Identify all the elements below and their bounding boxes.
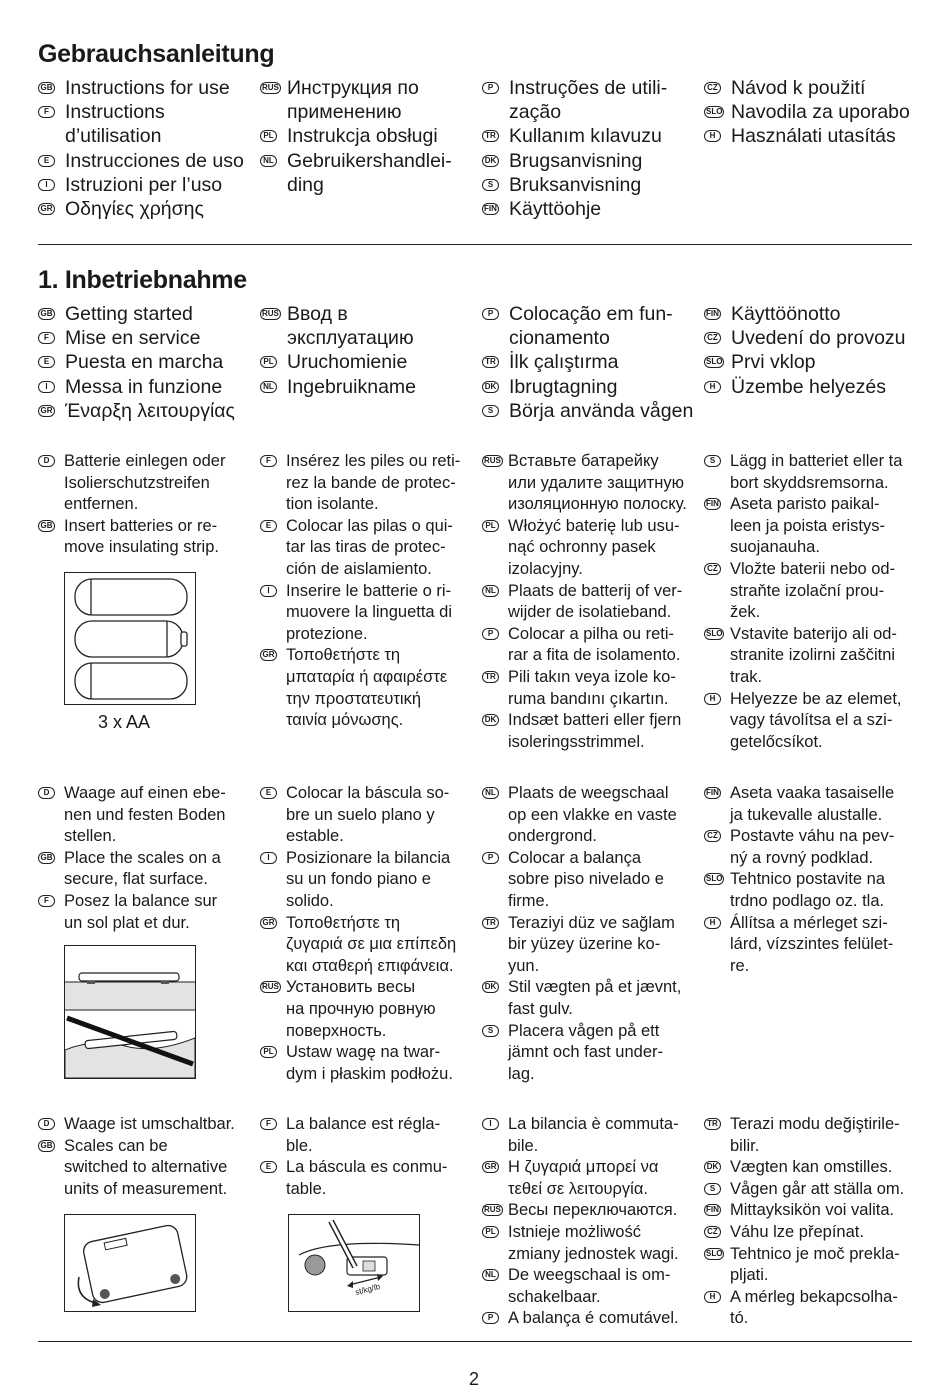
language-entry [38,516,258,559]
flip-scale-icon [65,1215,195,1311]
country-code-badge: CZ [704,830,721,842]
country-code-badge: DK [704,1161,721,1173]
country-code-badge: P [482,82,499,94]
entry-text: Istnieje możliwość zmiany jednostek wagi. [508,1222,679,1263]
language-entry [704,451,924,494]
language-entry [260,645,478,731]
entry-text: Colocar las pilas o qui- tar las tiras de protec- ción de aislamiento. [286,516,453,578]
language-entry [482,516,700,581]
country-code-badge: S [704,1183,721,1195]
entry-text: Plaats de weegschaal op een vlakke en vaste ondergrond. [508,784,677,846]
entry-text: Bruksanvisning [509,173,642,196]
country-code-badge: PL [482,520,499,532]
instructions-col-3 [482,76,702,221]
country-code-badge: D [38,787,55,799]
entry-text: Instructions d’utilisation [65,101,165,148]
country-code-badge: DK [482,381,499,393]
country-code-badge: GB [38,308,55,320]
language-entry [482,302,702,350]
country-code-badge: E [260,787,277,799]
language-entry [38,1136,258,1201]
country-code-badge: S [482,179,499,191]
entry-text: Waage auf einen ebe- nen und festen Boden stellen. [64,784,226,846]
entry-text: Instructions for use [65,77,230,99]
units-col-2 [260,1114,478,1200]
language-entry [482,1200,700,1222]
section-title: 1. Inbetriebnahme [38,266,247,294]
entry-text: Batterie einlegen oder Isolierschutzstreifen entfernen. [64,452,226,514]
language-entry [260,913,478,978]
instructions-col-2 [260,76,480,197]
country-code-badge: F [38,332,55,344]
language-entry [38,76,258,100]
country-code-badge: TR [482,356,499,368]
language-entry [704,375,934,399]
language-entry [704,1200,924,1222]
country-code-badge: NL [482,585,499,597]
country-code-badge: H [704,130,721,142]
page-title: Gebrauchsanleitung [38,40,275,68]
entry-text: Állítsa a mérleget szi- lárd, vízszintes felület- re. [730,913,894,975]
language-entry [260,1042,478,1085]
entry-text: A mérleg bekapcsolha- tó. [730,1287,898,1328]
language-entry [260,1114,478,1157]
country-code-badge: TR [482,130,499,142]
entry-text: Ibrugtagning [509,375,618,398]
country-code-badge: F [260,1118,277,1130]
language-entry [38,375,258,399]
country-code-badge: TR [482,671,499,683]
language-entry [38,100,258,148]
language-entry [482,1265,700,1308]
entry-text: Η ζυγαριά μπορεί να τεθεί σε λειτουργία. [508,1158,659,1198]
country-code-badge: SLO [706,874,723,884]
country-code-badge: E [38,356,55,368]
language-entry [260,451,478,516]
language-entry [38,149,258,173]
country-code-badge: SLO [706,357,723,367]
entry-text: Вставьте батарейку или удалите защитную изоляционную полоску. [508,452,687,514]
country-code-badge: H [704,381,721,393]
language-entry [482,451,700,516]
country-code-badge: F [38,106,55,118]
country-code-badge: GR [38,203,55,215]
country-code-badge: P [482,1312,499,1324]
language-entry [482,197,702,221]
country-code-badge: CZ [704,563,721,575]
language-entry [260,124,480,148]
entry-text: Gebruikershandlei- ding [287,149,452,196]
entry-text: Aseta vaaka tasaiselle ja tukevalle alustalle. [730,784,895,824]
country-code-badge: NL [260,155,277,167]
entry-text: Navodila za uporabo [731,101,910,124]
entry-text: Colocar a pilha ou reti- rar a fita de isolamento. [508,624,681,665]
country-code-badge: E [260,520,277,532]
entry-text: Mittayksikön voi valita. [730,1201,895,1220]
country-code-badge: H [704,1291,721,1303]
language-entry [260,516,478,581]
country-code-badge: DK [482,155,499,167]
country-code-badge: CZ [704,332,721,344]
language-entry [38,848,258,891]
language-entry [482,581,700,624]
language-entry [38,891,258,934]
country-code-badge: RUS [484,456,501,465]
entry-text: La báscula es conmu- table. [286,1158,448,1198]
entry-text: Käyttöönotto [731,303,841,325]
language-entry [704,326,934,350]
country-code-badge: GB [38,1140,55,1152]
battery-icon [65,573,195,704]
country-code-badge: P [482,852,499,864]
country-code-badge: GB [38,852,55,864]
country-code-badge: DK [482,714,499,726]
country-code-badge: GR [260,649,277,661]
language-entry [38,326,258,350]
language-entry [704,559,924,624]
country-code-badge: RUS [262,982,279,992]
language-entry [704,302,934,326]
batteries-col-4 [704,451,924,753]
language-entry [260,783,478,848]
entry-text: Mise en service [65,327,201,350]
entry-text: Waage ist umschaltbar. [64,1115,235,1133]
entry-text: De weegschaal is om- schakelbaar. [508,1266,671,1306]
language-entry [38,783,258,848]
country-code-badge: DK [482,981,499,993]
country-code-badge: I [260,852,277,864]
language-entry [704,869,924,912]
country-code-badge: PL [482,1226,499,1238]
country-code-badge: P [482,628,499,640]
country-code-badge: SLO [706,1248,723,1258]
language-entry [482,76,702,124]
country-code-badge: S [482,405,499,417]
entry-text: Scales can be switched to alternative units of measurement. [64,1136,228,1198]
entry-text: Uvedení do provozu [731,327,906,350]
language-entry [704,1157,924,1179]
country-code-badge: SLO [706,628,723,638]
units-col-4 [704,1114,924,1330]
language-entry [482,399,702,423]
entry-text: İlk çalıştırma [509,351,619,374]
country-code-badge: FIN [704,308,721,320]
entry-text: Insérez les piles ou reti- rez la bande de protec- tion isolante. [286,452,461,514]
entry-text: Posizionare la bilancia su un fondo piano e solido. [286,848,451,910]
language-entry [38,197,258,221]
entry-text: Vložte baterii nebo od- straňte izolační prou- žek. [730,559,896,622]
country-code-badge: GR [38,405,55,417]
entry-text: Plaats de batterij of ver- wijder de isolatieband. [508,581,683,622]
entry-text: Pili takın veya izole ko- ruma bandını çıkartın. [508,667,676,708]
entry-text: Istruzioni per l’uso [65,173,223,196]
language-entry [704,1114,924,1157]
batteries-col-3 [482,451,700,753]
country-code-badge: F [38,895,55,907]
country-code-badge: FIN [704,787,721,799]
entry-text: Uruchomienie [287,351,408,374]
units-col-3 [482,1114,700,1330]
entry-text: Brugsanvisning [509,149,643,172]
country-code-badge: I [38,179,55,191]
language-entry [482,173,702,197]
country-code-badge: RUS [262,309,279,318]
entry-text: Stil vægten på et jævnt, fast gulv. [508,978,682,1018]
language-entry [482,1308,700,1330]
language-entry [482,375,702,399]
language-entry [704,76,934,100]
language-entry [260,375,480,399]
battery-figure [64,572,196,705]
entry-text: Τοποθετήστε τη ζυγαριά σε μια επίπεδη και σταθερή επιφάνεια. [286,913,457,975]
country-code-badge: PL [260,130,277,142]
entry-text: Teraziyi düz ve sağlam bir yüzey üzerine ko- yun. [508,913,675,975]
language-entry [482,124,702,148]
language-entry [704,826,924,869]
entry-text: Τοποθετήστε τη μπαταρία ή αφαιρέστε την προστατευτική ταινία μόνωσης. [286,646,448,730]
language-entry [260,350,480,374]
instructions-col-1 [38,76,258,221]
country-code-badge: I [482,1118,499,1130]
country-code-badge: TR [482,917,499,929]
country-code-badge: NL [482,1269,499,1281]
language-entry [38,350,258,374]
entry-text: Vågen går att ställa om. [730,1179,905,1198]
entry-text: Ustaw wagę na twar- dym i płaskim podłożu. [286,1043,453,1083]
entry-text: Tehtnico postavite na trdno podlago oz. tla. [730,870,886,910]
language-entry [260,581,478,646]
language-entry [260,76,480,124]
getting-started-col-2 [260,302,480,399]
country-code-badge: F [260,455,277,467]
entry-text: Place the scales on a secure, flat surface. [64,848,221,889]
country-code-badge: PL [260,356,277,368]
country-code-badge: S [704,455,721,467]
divider [38,244,912,245]
country-code-badge: NL [482,787,499,799]
country-code-badge: H [704,693,721,705]
entry-text: Návod k použití [731,77,866,99]
units-col-1 [38,1114,258,1200]
language-entry [38,173,258,197]
entry-text: Tehtnico je moč prekla- pljati. [730,1244,900,1285]
surface-col-4 [704,783,924,977]
entry-text: Börja använda vågen [509,399,694,422]
page-number: 2 [469,1369,480,1389]
language-entry [704,783,924,826]
entry-text: Colocação em fun- cionamento [509,303,673,350]
entry-text: Inserire le batterie o ri- muovere la linguetta di protezione. [286,581,453,643]
instructions-col-4 [704,76,934,149]
language-entry [482,710,700,753]
country-code-badge: FIN [482,203,499,215]
entry-text: Terazi modu değiştirile- bilir. [730,1115,900,1155]
entry-text: Käyttöohje [509,198,602,221]
unit-switch-icon [289,1215,419,1311]
language-entry [704,494,924,559]
scale-on-floor-icon [65,946,195,1078]
unit-label: st/kg/lb [354,1282,382,1297]
language-entry [482,1222,700,1265]
language-entry [482,913,700,978]
country-code-badge: H [704,917,721,929]
language-entry [704,913,924,978]
country-code-badge: CZ [704,1226,721,1238]
language-entry [704,124,934,148]
language-entry [38,451,258,516]
entry-text: Messa in funzione [65,375,223,398]
country-code-badge: P [482,308,499,320]
entry-text: Posez la balance sur un sol plat et dur. [64,891,218,932]
surface-figure [64,945,196,1079]
entry-text: Instrukcja obsługi [287,125,438,148]
country-code-badge: E [38,155,55,167]
entry-text: Colocar a balança sobre piso nivelado e firme. [508,848,664,910]
country-code-badge: RUS [484,1205,501,1215]
country-code-badge: D [38,455,55,467]
language-entry [38,399,258,423]
country-code-badge: S [482,1025,499,1037]
battery-caption: 3 x AA [98,712,151,732]
language-entry [260,977,478,1042]
language-entry [38,1114,258,1136]
entry-text: Vægten kan omstilles. [730,1158,893,1177]
country-code-badge: I [38,381,55,393]
entry-text: Ingebruikname [287,375,416,398]
language-entry [704,1287,924,1330]
entry-text: Váhu lze přepínat. [730,1222,864,1241]
entry-text: Lägg in batteriet eller ta bort skyddsremsorna. [730,452,903,492]
entry-text: Aseta paristo paikal- leen ja poista eristys- suojanauha. [730,495,885,557]
language-entry [482,149,702,173]
divider [38,1341,912,1342]
language-entry [260,848,478,913]
entry-text: Установить весы на прочную ровную поверхность. [286,978,436,1040]
language-entry [482,667,700,710]
entry-text: Colocar la báscula so- bre un suelo plano y estable. [286,784,450,846]
entry-text: Placera vågen på ett jämnt och fast under- lag. [508,1021,663,1083]
country-code-badge: I [260,585,277,597]
country-code-badge: SLO [706,107,723,117]
getting-started-col-1 [38,302,258,423]
language-entry [704,1244,924,1287]
entry-text: Prvi vklop [731,351,816,374]
language-entry [260,149,480,197]
surface-col-2 [260,783,478,1085]
entry-text: Üzembe helyezés [731,375,886,398]
language-entry [482,624,700,667]
flip-scale-figure [64,1214,196,1312]
batteries-col-2 [260,451,478,732]
language-entry [38,302,258,326]
country-code-badge: NL [260,381,277,393]
language-entry [704,1222,924,1244]
language-entry [260,1157,478,1200]
entry-text: Έναρξη λειτουργίας [65,399,235,422]
country-code-badge: E [260,1161,277,1173]
country-code-badge: FIN [704,1204,721,1216]
entry-text: Helyezze be az elemet, vagy távolítsa el a szi- getelőcsíkot. [730,689,902,751]
surface-col-3 [482,783,700,1085]
getting-started-col-4 [704,302,934,399]
language-entry [482,848,700,913]
language-entry [704,350,934,374]
unit-switch-figure [288,1214,420,1312]
language-entry [482,1114,700,1157]
entry-text: Весы переключаются. [508,1201,678,1220]
entry-text: Puesta en marcha [65,351,224,374]
country-code-badge: D [38,1118,55,1130]
language-entry [482,350,702,374]
country-code-badge: TR [704,1118,721,1130]
getting-started-col-3 [482,302,702,423]
entry-text: La balance est régla- ble. [286,1115,441,1155]
entry-text: Włożyć baterię lub usu- nąć ochronny pasek izolacyjny. [508,516,680,578]
country-code-badge: GR [260,917,277,929]
entry-text: Postavte váhu na pev- ný a rovný podklad. [730,827,895,867]
language-entry [482,1021,700,1086]
entry-text: Инструкция по применению [287,77,419,124]
entry-text: Indsæt batteri eller fjern isoleringsstrimmel. [508,711,682,751]
language-entry [704,100,934,124]
entry-text: La bilancia è commuta- bile. [508,1115,679,1155]
entry-text: Οδηγίες χρήσης [65,198,204,221]
entry-text: Instrucciones de uso [65,149,244,172]
language-entry [704,1179,924,1201]
language-entry [704,689,924,754]
language-entry [482,1157,700,1200]
entry-text: Vstavite baterijo ali od- stranite izolirni zaščitni trak. [730,624,897,686]
country-code-badge: GR [482,1161,499,1173]
country-code-badge: CZ [704,82,721,94]
language-entry [704,624,924,689]
country-code-badge: PL [260,1046,277,1058]
entry-text: Getting started [65,303,193,325]
entry-text: Használati utasítás [731,125,896,148]
country-code-badge: FIN [704,498,721,510]
language-entry [260,302,480,350]
country-code-badge: GB [38,82,55,94]
language-entry [482,977,700,1020]
surface-col-1 [38,783,258,934]
batteries-col-1 [38,451,258,559]
entry-text: Instruções de utili- zação [509,77,668,124]
entry-text: A balança é comutável. [508,1309,679,1328]
entry-text: Kullanım kılavuzu [509,125,662,148]
language-entry [482,783,700,848]
country-code-badge: GB [38,520,55,532]
country-code-badge: RUS [262,83,279,92]
entry-text: Ввод в эксплуатацию [287,303,414,350]
entry-text: Insert batteries or re- move insulating strip. [64,516,219,557]
